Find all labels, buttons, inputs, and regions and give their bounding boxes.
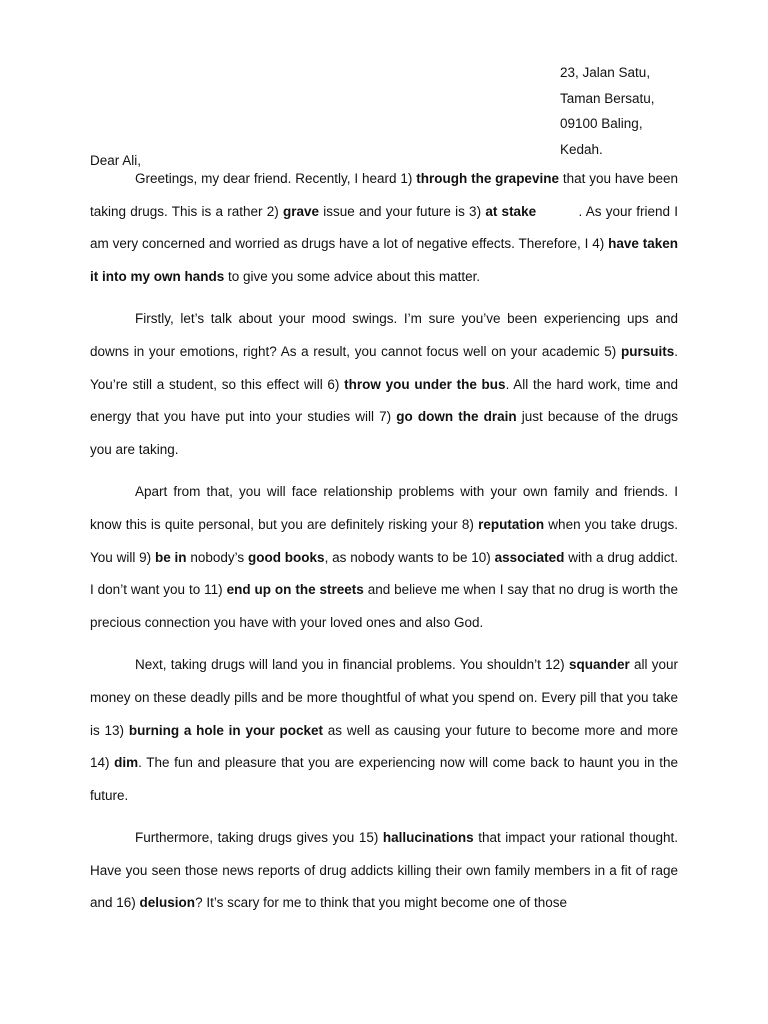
paragraph-text: that impact your rational thought. Have you seen those news reports of drug addicts killing their own family members in a fit of rage and 16) (90, 830, 678, 911)
key-phrase: at stake (485, 203, 537, 219)
letter-body (90, 163, 678, 930)
letter-paragraph (90, 303, 678, 466)
key-phrase: hallucinations (382, 830, 474, 846)
key-phrase: squander (568, 657, 630, 673)
paragraph-text: Greetings, my dear friend. Recently, I heard 1) (135, 171, 417, 186)
letter-paragraph (90, 163, 678, 293)
paragraph-text: all your money on these deadly pills and be more thoughtful of what you spend on. Every pill that you take is 13) (90, 657, 679, 738)
salutation: Dear Ali, (90, 153, 142, 168)
sender-address (560, 60, 655, 162)
key-phrase: be in (154, 549, 187, 565)
address-line-postcode: 09100 Baling, (560, 116, 643, 131)
paragraph-text: just because of the drugs you are taking. (90, 409, 678, 457)
letter-paragraph (90, 649, 678, 812)
key-phrase: dim (114, 755, 139, 771)
address-line-state: Kedah. (560, 141, 603, 157)
key-phrase: go down the drain (396, 409, 517, 425)
paragraph-text: Firstly, let’s talk about your mood swings. I’m sure you’ve been experiencing ups and downs in your emotions, right? As a result, you cannot focus well on your academic 5) (90, 311, 678, 359)
key-phrase: reputation (478, 516, 545, 532)
paragraph-text: . You’re still a student, so this effect will 6) (90, 343, 678, 392)
key-phrase: end up on the streets (226, 582, 364, 598)
paragraph-text: when you take drugs. You will 9) (90, 516, 678, 565)
paragraph-text: , as nobody wants to be 10) (324, 549, 495, 565)
key-phrase: through the grapevine (416, 171, 559, 186)
key-phrase: grave (283, 203, 320, 219)
paragraph-text: ? It’s scary for me to think that you might become one of those (195, 895, 568, 911)
paragraph-text: Apart from that, you will face relationship problems with your own family and friends. I know this is quite personal, but you are definitely risking your 8) (90, 484, 678, 532)
paragraph-text: that you have been taking drugs. This is a rather 2) (90, 171, 678, 219)
key-phrase: pursuits (620, 343, 675, 359)
paragraph-text: Furthermore, taking drugs gives you 15) (135, 830, 383, 846)
paragraph-text: . The fun and pleasure that you are experiencing now will come back to haunt you in the future. (90, 755, 679, 803)
paragraph-text: as well as causing your future to become more and more 14) (90, 722, 679, 771)
paragraph-text: to give you some advice about this matter. (224, 268, 481, 284)
key-phrase: good books (248, 549, 325, 565)
key-phrase: throw you under the bus (344, 376, 506, 392)
key-phrase: associated (494, 549, 565, 565)
key-phrase: burning a hole in your pocket (128, 722, 323, 738)
paragraph-text: with a drug addict. I don’t want you to 11) (90, 549, 678, 598)
address-line-street: 23, Jalan Satu, (560, 65, 651, 80)
letter-paragraph (90, 822, 678, 920)
letter-paragraph (90, 476, 678, 639)
paragraph-text: issue and your future is 3) (319, 203, 486, 219)
key-phrase: have taken it into my own hands (90, 236, 678, 284)
paragraph-text: . All the hard work, time and energy that you have put into your studies will 7) (90, 376, 678, 425)
paragraph-text: . As your friend I am very concerned and worried as drugs have a lot of negative effects. Therefore, I 4) (90, 203, 678, 252)
paragraph-text: Next, taking drugs will land you in financial problems. You shouldn’t 12) (135, 657, 569, 673)
key-phrase: delusion (139, 895, 196, 911)
address-line-area: Taman Bersatu, (560, 90, 655, 106)
paragraph-text: nobody’s (186, 549, 248, 565)
paragraph-text: and believe me when I say that no drug is worth the precious connection you have with your loved ones and also God. (90, 582, 678, 630)
